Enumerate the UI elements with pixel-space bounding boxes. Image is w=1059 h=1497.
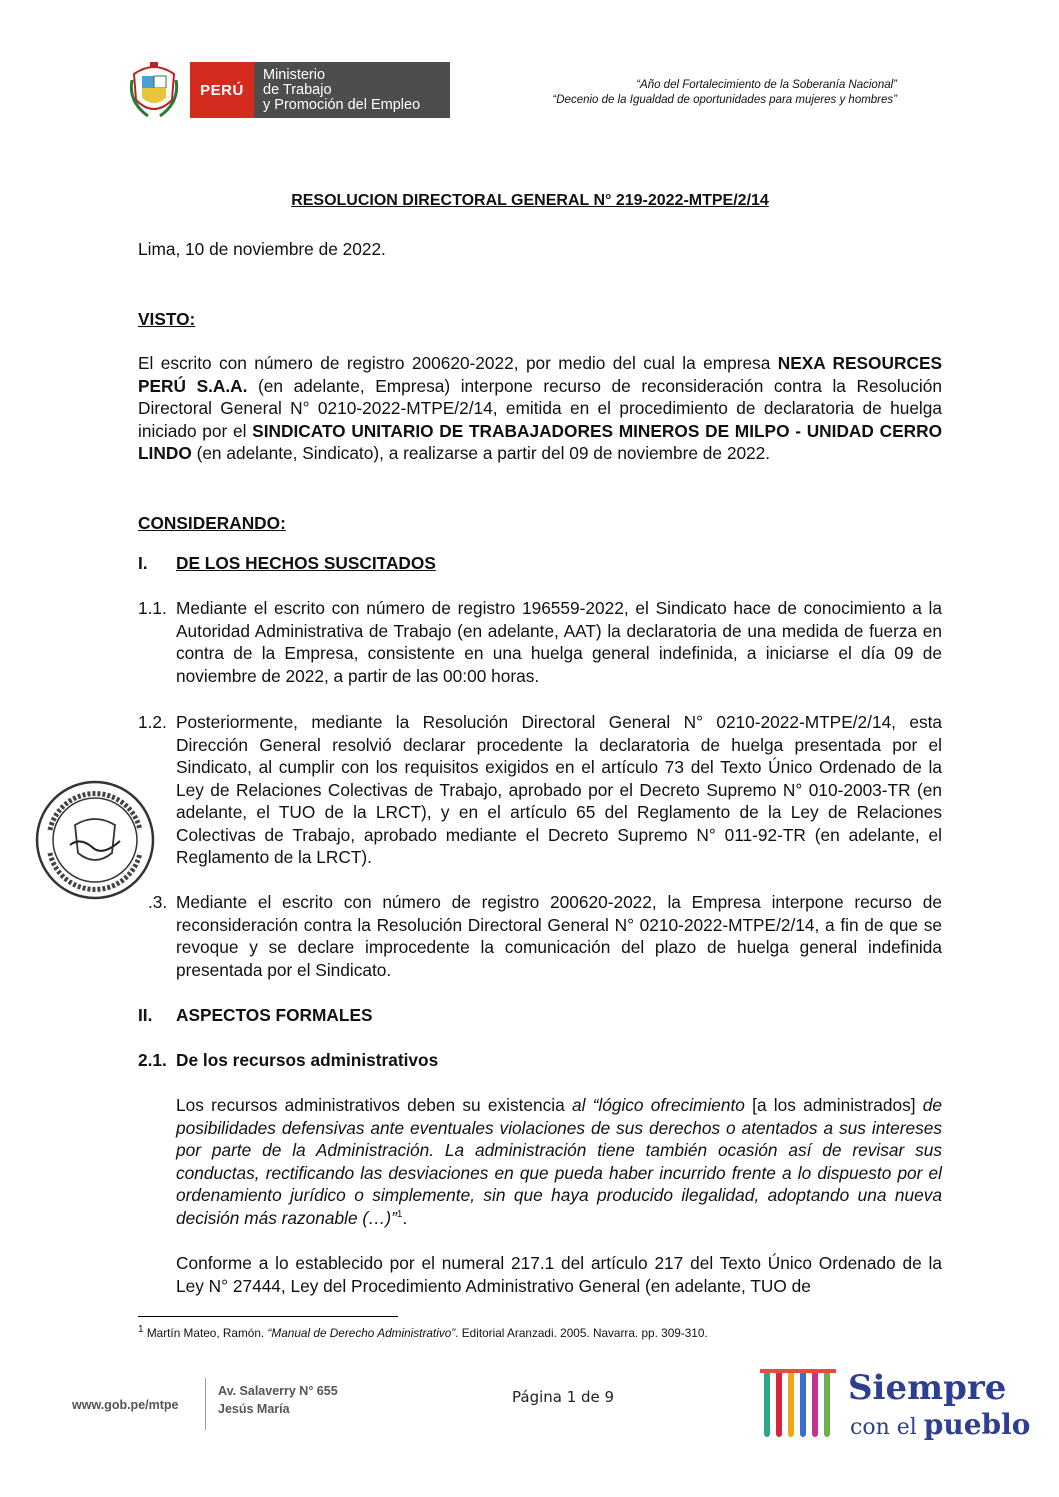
item-1-3-number: .3. — [148, 892, 168, 912]
quote-text-1: Los recursos administrativos deben su existencia — [176, 1095, 572, 1115]
footer-website: www.gob.pe/mtpe — [72, 1398, 179, 1412]
item-1-2-text: Posteriormente, mediante la Resolución Directoral General N° 0210-2022-MTPE/2/14, esta Dirección General resolvió declarar procedente la declaratoria de huelga presentada por el Sindicato, al cumplir con los requisitos exigidos en el artículo 73 del Texto Único Ordenado de la Ley de Relaciones Colectivas de Trabajo, aprobado por el Decreto Supremo N° 010-2003-TR (en adelante, el TUO de la LRCT), y en el artículo 65 del Reglamento de la Ley de Relaciones Colectivas de Trabajo, aprobado mediante el Decreto Supremo N° 011-92-TR (en adelante, el Reglamento de la LRCT). — [176, 712, 942, 867]
footnote-divider — [138, 1316, 398, 1317]
quote-italic-2: de posibilidades defensivas ante eventuales violaciones de sus derechos o atentados a sus intereses por parte de la Administración. La administración tiene también ocasión así de revisar sus conductas, rectificando las desviaciones en que pueda haber incurrido frente a lo dispuesto por el ordenamiento jurídico o simplemente, sin que haya producido ilegalidad, adoptando una nueva decisión más razonable (…)” — [176, 1095, 942, 1228]
section-1-number: I. — [138, 553, 148, 573]
footnote-text-1: Martín Mateo, Ramón. — [143, 1326, 268, 1340]
footnote-number: 1 — [138, 1324, 144, 1336]
slogan-line-1: Siempre — [848, 1368, 1007, 1408]
slogan-line-2b: pueblo — [923, 1408, 1031, 1441]
final-paragraph: Conforme a lo establecido por el numeral 217.1 del artículo 217 del Texto Único Ordenado de la Ley N° 27444, Ley del Procedimiento Administrativo General (en adelante, TUO de — [176, 1253, 942, 1296]
item-1-1-number: 1.1. — [138, 598, 167, 618]
visto-text-2: (en adelante, Empresa) interpone recurso de reconsideración contra la Resolución Directoral General N° 0210-2022-MTPE/2/14, emitida en el procedimiento de declaratoria de huelga iniciado por el — [138, 375, 942, 441]
year-note — [552, 78, 897, 108]
section-2-title: ASPECTOS FORMALES — [176, 1005, 373, 1025]
footer-address-line-2: Jesús María — [218, 1402, 290, 1416]
footer-address-line-1: Av. Salaverry N° 655 — [218, 1384, 338, 1398]
ministry-line-3: y Promoción del Empleo — [263, 97, 421, 113]
official-seal-stamp — [30, 775, 160, 905]
subsection-2-1-number: 2.1. — [138, 1050, 167, 1070]
visto-text-1: El escrito con número de registro 200620-2022, por medio del cual la empresa — [138, 353, 778, 373]
footer-divider — [205, 1378, 206, 1430]
slogan-logo-icon — [760, 1365, 840, 1445]
section-1-title: DE LOS HECHOS SUSCITADOS — [176, 553, 436, 573]
subsection-2-1-title: De los recursos administrativos — [176, 1050, 439, 1070]
footnote — [138, 1326, 708, 1340]
peru-brand-box: PERÚ — [190, 62, 254, 118]
year-note-line-2: “Decenio de la Igualdad de oportunidades para mujeres y hombres” — [552, 94, 897, 106]
coat-of-arms-logo — [128, 60, 180, 122]
quote-italic-1: al “lógico ofrecimiento — [571, 1095, 745, 1115]
item-1-1-text: Mediante el escrito con número de registro 196559-2022, el Sindicato hace de conocimiento a la Autoridad Administrativa de Trabajo (en adelante, AAT) la declaratoria de una medida de fuerza en contra de la Empresa, consistente en una huelga general indefinida, a iniciarse el día 09 de noviembre de 2022, a partir de las 00:00 horas. — [176, 598, 942, 686]
visto-text-3: (en adelante, Sindicato), a realizarse a partir del 09 de noviembre de 2022. — [191, 443, 771, 463]
item-1-2-number: 1.2. — [138, 712, 167, 732]
footnote-ref: 1 — [396, 1208, 403, 1220]
date-line: Lima, 10 de noviembre de 2022. — [138, 239, 386, 259]
company-name: NEXA RESOURCES PERÚ S.A.A. — [138, 353, 942, 396]
visto-heading: VISTO: — [138, 309, 196, 329]
footnote-text-2: . Editorial Aranzadi. 2005. Navarra. pp. 309-310. — [455, 1326, 708, 1340]
slogan-line-2 — [850, 1408, 1030, 1441]
quote-end: . — [402, 1207, 408, 1228]
page-number: Página 1 de 9 — [512, 1388, 615, 1406]
footer-address — [218, 1382, 338, 1418]
section-2-number: II. — [138, 1005, 153, 1025]
ministry-brand-box — [254, 62, 450, 118]
visto-paragraph — [138, 352, 942, 465]
quote-text-2: [a los administrados] — [744, 1095, 923, 1115]
ministry-line-1: Ministerio — [263, 67, 326, 83]
year-note-line-1: “Año del Fortalecimiento de la Soberanía Nacional” — [636, 79, 897, 91]
resolution-title: RESOLUCION DIRECTORAL GENERAL N° 219-2022-MTPE/2/14 — [291, 192, 769, 209]
slogan-line-2a: con el — [850, 1415, 924, 1440]
union-name: SINDICATO UNITARIO DE TRABAJADORES MINEROS DE MILPO - UNIDAD CERRO LINDO — [138, 420, 943, 463]
quote-paragraph — [176, 1094, 942, 1229]
ministry-line-2: de Trabajo — [263, 82, 332, 98]
considerando-heading: CONSIDERANDO: — [138, 513, 286, 533]
footnote-book-title: “Manual de Derecho Administrativo” — [267, 1326, 456, 1340]
item-1-3-text: Mediante el escrito con número de registro 200620-2022, la Empresa interpone recurso de reconsideración contra la Resolución Directoral General N° 0210-2022-MTPE/2/14, a fin de que se revoque y se declare improcedente la comunicación del plazo de huelga general indefinida presentada por el Sindicato. — [176, 892, 942, 980]
